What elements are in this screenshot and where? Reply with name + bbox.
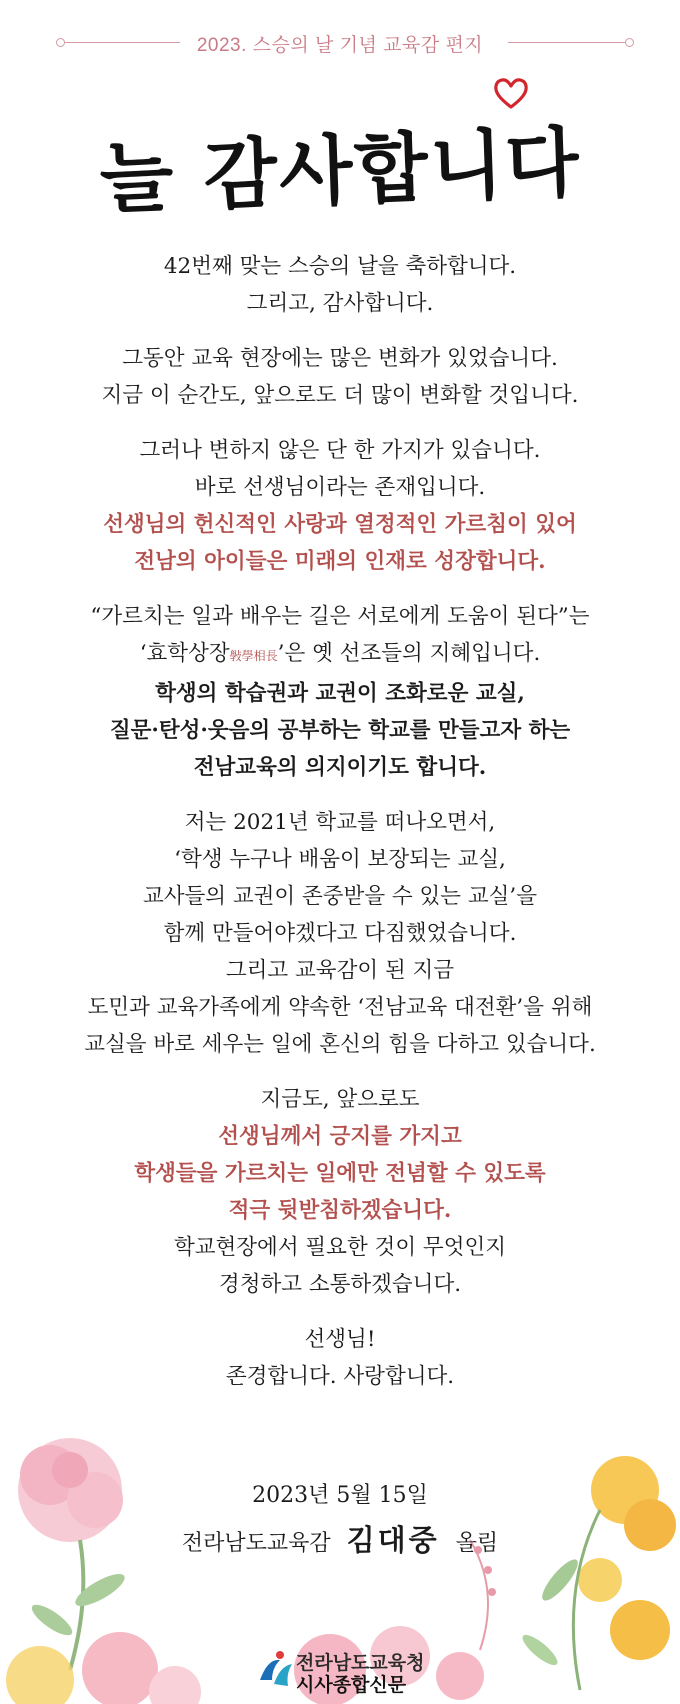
paragraph-greeting xyxy=(0,248,680,322)
letter-body xyxy=(0,248,680,1413)
organization-logo xyxy=(258,1648,458,1696)
highlight-line: 적극 뒷받침하겠습니다. xyxy=(228,1198,452,1223)
signer-org: 전라남도교육감 xyxy=(181,1531,331,1556)
text-line: 바로 선생님이라는 존재입니다. xyxy=(194,475,486,500)
text-line-hanja xyxy=(0,635,680,675)
paragraph-closing xyxy=(0,1321,680,1395)
signature-block xyxy=(0,1474,680,1566)
hanja-annotation: 斅學相長 xyxy=(229,649,278,663)
text-line: 교실을 바로 세우는 일에 혼신의 힘을 다하고 있습니다. xyxy=(84,1032,596,1057)
signer-name: 김대중 xyxy=(346,1523,440,1557)
bold-line: 학생의 학습권과 교권이 조화로운 교실, xyxy=(155,681,525,706)
paragraph-wisdom xyxy=(0,598,680,786)
text-line: ‘학생 누구나 배움이 보장되는 교실, xyxy=(174,847,506,872)
text-line: 존경합니다. 사랑합니다. xyxy=(225,1364,455,1389)
highlight-line: 전남의 아이들은 미래의 인재로 성장합니다. xyxy=(134,549,546,574)
paragraph-support xyxy=(0,1081,680,1303)
text-line: 그동안 교육 현장에는 많은 변화가 있었습니다. xyxy=(122,346,558,371)
text-line: 저는 2021년 학교를 떠나오면서, xyxy=(184,810,496,835)
text-line: “가르치는 일과 배우는 길은 서로에게 도움이 된다”는 xyxy=(90,604,590,629)
text-line: 지금 이 순간도, 앞으로도 더 많이 변화할 것입니다. xyxy=(101,383,579,408)
hanja-tail: ’은 옛 선조들의 지혜입니다. xyxy=(277,641,541,666)
hanja-term: ‘효학상장 xyxy=(139,641,230,666)
signer-closing: 올림 xyxy=(455,1531,499,1556)
bold-line: 질문·탄성·웃음의 공부하는 학교를 만들고자 하는 xyxy=(109,718,571,743)
text-line: 그러나 변하지 않은 단 한 가지가 있습니다. xyxy=(139,438,541,463)
letter-date: 2023년 5월 15일 xyxy=(252,1483,428,1508)
paragraph-teacher xyxy=(0,432,680,580)
paragraph-change xyxy=(0,340,680,414)
text-line: 그리고 교육감이 된 지금 xyxy=(225,958,455,983)
text-line: 학교현장에서 필요한 것이 무엇인지 xyxy=(173,1235,507,1260)
letter-subtitle: 2023. 스승의 날 기념 교육감 편지 xyxy=(196,35,484,56)
education-office-logo-icon xyxy=(258,1650,294,1690)
text-line: 교사들의 교권이 존중받을 수 있는 교실’을 xyxy=(142,884,538,909)
highlight-line: 선생님의 헌신적인 사랑과 열정적인 가르침이 있어 xyxy=(103,512,577,537)
text-line: 선생님! xyxy=(304,1327,376,1352)
highlight-line: 선생님께서 긍지를 가지고 xyxy=(218,1124,462,1149)
text-line: 도민과 교육가족에게 약속한 ‘전남교육 대전환’을 위해 xyxy=(87,995,593,1020)
bold-line: 전남교육의 의지이기도 합니다. xyxy=(193,755,487,780)
logo-text-education-office: 전라남도교육청 xyxy=(296,1652,425,1674)
paragraph-commitment xyxy=(0,804,680,1063)
text-line: 지금도, 앞으로도 xyxy=(260,1087,420,1112)
text-line: 그리고, 감사합니다. xyxy=(246,291,434,316)
text-line: 경청하고 소통하겠습니다. xyxy=(218,1272,462,1297)
signer-line xyxy=(0,1518,680,1566)
logo-text-newspaper: 시사종합신문 xyxy=(296,1674,407,1696)
text-line: 함께 만들어야겠다고 다짐했었습니다. xyxy=(163,921,517,946)
letter-title: 늘 감사합니다 xyxy=(98,117,583,224)
text-line: 42번째 맞는 스승의 날을 축하합니다. xyxy=(163,254,517,279)
highlight-line: 학생들을 가르치는 일에만 전념할 수 있도록 xyxy=(134,1161,546,1186)
